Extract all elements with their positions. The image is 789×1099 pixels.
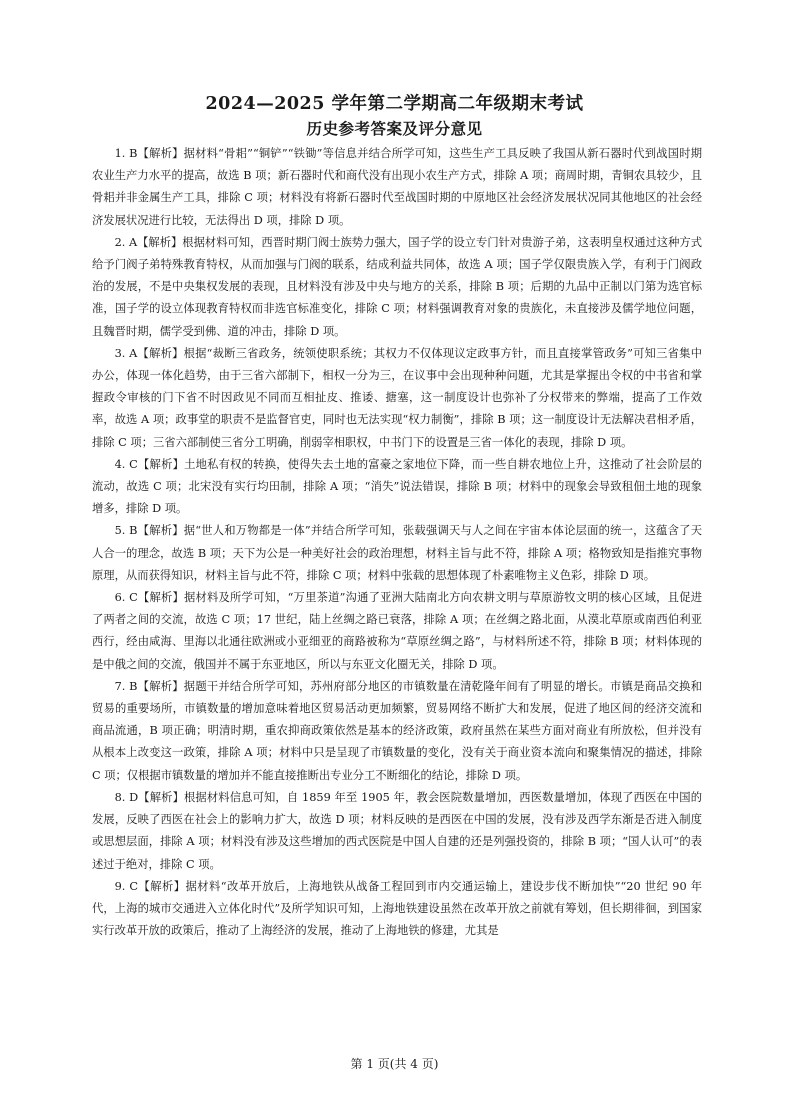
answer-9: 9. C【解析】据材料“改革开放后，上海地铁从战备工程回到市内交通运输上，建设步伐不断加快”“20 世纪 90 年代，上海的城市交通进入立体化时代”及所学知识可知，上海地铁建设虽然在改革开放之前就有筹划，但长期徘徊，到国家实行改革开放的政策后，推动了上海经济的发展，推动了上海地铁的修建，尤其是 [92,879,702,938]
answer-8: 8. D【解析】根据材料信息可知，自 1859 年至 1905 年，教会医院数量增加，西医数量增加，体现了西医在中国的发展，反映了西医在社会上的影响力扩大，故选 D 项；材料反映的是西医在中国的发展，没有涉及西学东渐是否进入制度或思想层面，排除 A 项；材料没有涉及这些增加的西式医院是中国人自建的还是列强投资的，排除 B 项；“国人认可”的表述过于绝对，排除 C 项。 [92,790,702,871]
answer-4: 4. C【解析】土地私有权的转换，使得失去土地的富豪之家地位下降，而一些自耕农地位上升，这推动了社会阶层的流动，故选 C 项；北宋没有实行均田制，排除 A 项；“消失”说法错误，排除 B 项；材料中的现象会导致租佃土地的现象增多，排除 D 项。 [92,457,702,516]
answer-3: 3. A【解析】根据“裁断三省政务，统领使职系统；其权力不仅体现议定政事方针，而且直接掌管政务”可知三省集中办公，体现一体化趋势，由于三省六部制下，相权一分为三，在议事中会出现种种问题，尤其是掌握出令权的中书省和掌握政令审核的门下省不时因政见不同而互相扯皮、推诿、搪塞，这一制度设计也弥补了分权带来的弊端，提高了工作效率，故选 A 项；政事堂的职责不是监督官吏，同时也无法实现“权力制衡”，排除 B 项；这一制度设计无法解决君相矛盾，排除 C 项；三省六部制使三省分工明确，削弱宰相职权，中书门下的设置是三省一体化的表现，排除 D 项。 [92,346,702,449]
answer-6: 6. C【解析】据材料及所学可知，“万里茶道”沟通了亚洲大陆南北方向农耕文明与草原游牧文明的核心区域，且促进了两者之间的交流，故选 C 项；17 世纪，陆上丝绸之路已衰落，排除 A 项；在丝绸之路北面，从漠北草原或南西伯利亚西行，经由咸海、里海以北通往欧洲或小亚细亚的商路被称为“草原丝绸之路”，与材料所述不符，排除 B 项；材料体现的是中俄之间的交流，俄国并不属于东亚地区，所以与东亚文化圈无关，排除 D 项。 [92,591,702,671]
answer-7: 7. B【解析】据题干并结合所学可知，苏州府部分地区的市镇数量在清乾隆年间有了明显的增长。市镇是商品交换和贸易的重要场所，市镇数量的增加意味着地区贸易活动更加频繁，贸易网络不断扩大和发展，促进了地区间的经济交流和商品流通，B 项正确；明清时期，重农抑商政策依然是基本的经济政策，政府虽然在某些方面对商业有所放松，但并没有从根本上改变这一政策，排除 A 项；材料中只是呈现了市镇数量的变化，没有关于商业资本流向和聚集情况的描述，排除 C 项；仅根据市镇数量的增加并不能直接推断出专业分工不断细化的结论，排除 D 项。 [92,679,702,782]
answer-5: 5. B【解析】据“世人和万物都是一体”并结合所学可知，张载强调天与人之间在宇宙本体论层面的统一，这蕴含了天人合一的理念，故选 B 项；天下为公是一种美好社会的政治理想，材料主旨与此不符，排除 A 项；格物致知是指推究事物原理，从而获得知识，材料主旨与此不符，排除 C 项；材料中张载的思想体现了朴素唯物主义色彩，排除 D 项。 [92,524,702,582]
document-title: 2024—2025 学年第二学期高二年级期末考试 [205,94,584,114]
page-number: 第 1 页(共 4 页) [350,1057,439,1071]
answer-2: 2. A【解析】根据材料可知，西晋时期门阀士族势力强大，国子学的设立专门针对贵游子弟，这表明皇权通过这种方式给予门阀子弟特殊教育特权，从而加强与门阀的联系，结成利益共同体，故选 A 项；国子学仅限贵族入学，有利于门阀政治的发展，不是中央集权发展的表现，且材料没有涉及中央与地方的关系，排除 B 项；后期的九品中正制以门第为选官标准，国子学的设立体现教育特权而非选官标准变化，排除 C 项；材料强调教育对象的贵族化，未直接涉及儒学地位问题，且魏晋时期，儒学受到佛、道的冲击，排除 D 项。 [92,235,702,338]
answer-1: 1. B【解析】据材料“骨耜”“铜铲”“铁锄”等信息并结合所学可知，这些生产工具反映了我国从新石器时代到战国时期农业生产力水平的提高，故选 B 项；新石器时代和商代没有出现小农生产方式，排除 A 项；商周时期，青铜农具较少，且骨耜并非金属生产工具，排除 C 项；材料没有将新石器时代至战国时期的中原地区社会经济发展状况同其他地区的社会经济发展状况进行比较，无法得出 D 项，排除 D 项。 [92,147,702,227]
document-subtitle: 历史参考答案及评分意见 [306,119,483,138]
answer-list [92,143,702,942]
